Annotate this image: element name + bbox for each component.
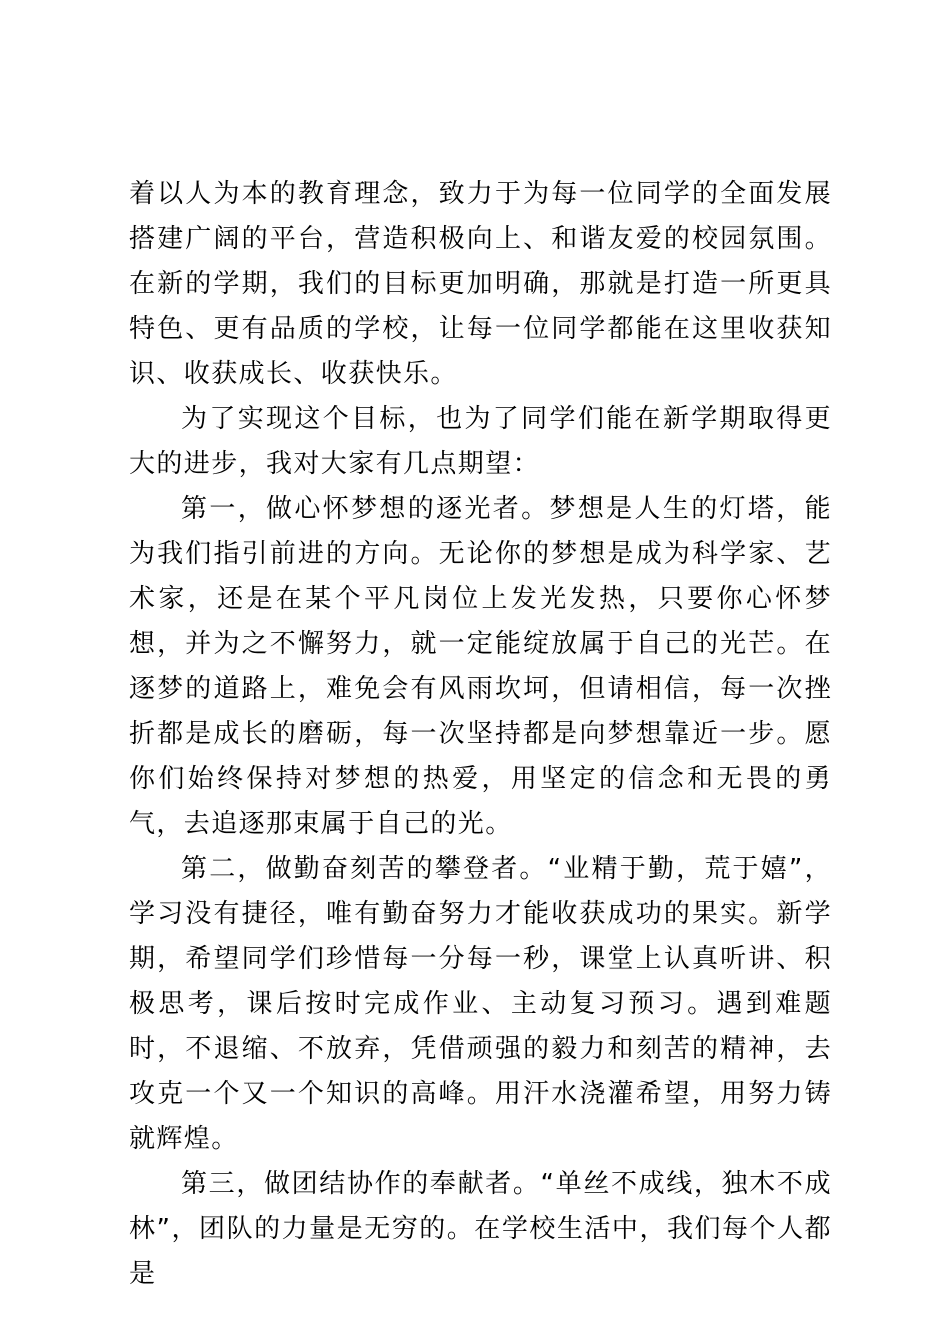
paragraph-continuation: 着以人为本的教育理念，致力于为每一位同学的全面发展搭建广阔的平台，营造积极向上、和谐友爱的校园氛围。在新的学期，我们的目标更加明确，那就是打造一所更具特色、更有品质的学校，让每一位同学都能在这里收获知识、收获成长、收获快乐。 <box>129 179 832 389</box>
paragraph-expectations-intro: 为了实现这个目标，也为了同学们能在新学期取得更大的进步，我对大家有几点期望： <box>129 404 832 479</box>
paragraph-first-expectation: 第一，做心怀梦想的逐光者。梦想是人生的灯塔，能为我们指引前进的方向。无论你的梦想是成为科学家、艺术家，还是在某个平凡岗位上发光发热，只要你心怀梦想，并为之不懈努力，就一定能绽放属于自己的光芒。在逐梦的道路上，难免会有风雨坎坷，但请相信，每一次挫折都是成长的磨砺，每一次坚持都是向梦想靠近一步。愿你们始终保持对梦想的热爱，用坚定的信念和无畏的勇气，去追逐那束属于自己的光。 <box>129 494 832 839</box>
paragraph-second-expectation: 第二，做勤奋刻苦的攀登者。“业精于勤，荒于嬉”，学习没有捷径，唯有勤奋努力才能收获成功的果实。新学期，希望同学们珍惜每一分每一秒，课堂上认真听讲、积极思考，课后按时完成作业、主动复习预习。遇到难题时，不退缩、不放弃，凭借顽强的毅力和刻苦的精神，去攻克一个又一个知识的高峰。用汗水浇灌希望，用努力铸就辉煌。 <box>129 854 832 1154</box>
document-body <box>129 172 832 1297</box>
paragraph-third-expectation: 第三，做团结协作的奉献者。“单丝不成线，独木不成林”，团队的力量是无穷的。在学校生活中，我们每个人都是 <box>129 1169 832 1289</box>
